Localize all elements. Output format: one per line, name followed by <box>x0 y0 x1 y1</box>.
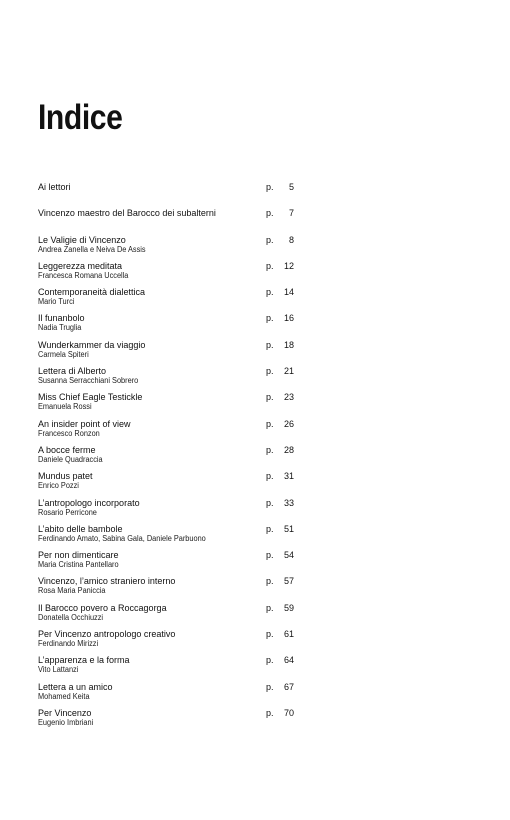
page-number: 70 <box>283 707 294 718</box>
toc-entry <box>38 629 298 655</box>
entry-author: Daniele Quadraccia <box>38 454 103 464</box>
entry-author: Enrico Pozzi <box>38 481 79 491</box>
entry-title: L’apparenza e la forma <box>38 655 130 666</box>
toc-entry <box>38 655 298 681</box>
page-number: 12 <box>283 260 294 271</box>
entry-title: Mundus patet <box>38 471 93 482</box>
page-number: 5 <box>288 182 294 192</box>
entry-title: Vincenzo maestro del Barocco dei subalterni <box>38 208 216 219</box>
page-number: 64 <box>283 655 294 666</box>
page-number: 23 <box>283 392 294 403</box>
entry-author: Rosa Maria Paniccia <box>38 586 106 596</box>
page-number: 31 <box>283 471 294 482</box>
toc-entry <box>38 208 298 234</box>
entry-title: Vincenzo, l’amico straniero interno <box>38 576 176 587</box>
toc-entry <box>38 182 298 208</box>
entry-title: Per Vincenzo antropologo creativo <box>38 629 176 640</box>
page-prefix: p. <box>266 471 274 482</box>
page-prefix: p. <box>266 392 274 403</box>
page-number: 8 <box>288 234 294 245</box>
page-number: 54 <box>283 550 294 561</box>
page-number: 51 <box>283 523 294 534</box>
page-prefix: p. <box>266 576 274 587</box>
entry-author: Ferdinando Mirizzi <box>38 639 99 649</box>
entry-title: L’abito delle bambole <box>38 523 123 534</box>
entry-author: Susanna Serracchiani Sobrero <box>38 376 139 386</box>
page-number: 57 <box>283 576 294 587</box>
page-prefix: p. <box>266 313 274 324</box>
table-of-contents <box>38 182 298 734</box>
entry-author: Mohamed Keita <box>38 691 90 701</box>
entry-author: Mario Turci <box>38 297 75 307</box>
entry-author: Francesco Ronzon <box>38 428 100 438</box>
entry-title: Il funanbolo <box>38 313 85 324</box>
entry-author: Andrea Zanella e Neiva De Assis <box>38 244 146 254</box>
page-prefix: p. <box>266 655 274 666</box>
page-prefix: p. <box>266 339 274 350</box>
page-prefix: p. <box>266 681 274 692</box>
page-number: 18 <box>283 339 294 350</box>
toc-entry <box>38 603 298 629</box>
entry-title: Ai lettori <box>38 182 71 192</box>
page-number: 33 <box>283 497 294 508</box>
page-number: 61 <box>283 629 294 640</box>
entry-author: Rosario Perricone <box>38 507 97 517</box>
toc-entry <box>38 576 298 602</box>
toc-entry <box>38 313 298 339</box>
page-number: 14 <box>283 287 294 298</box>
toc-entry <box>38 471 298 497</box>
page-prefix: p. <box>266 497 274 508</box>
page-prefix: p. <box>266 550 274 561</box>
entry-author: Donatella Occhiuzzi <box>38 612 104 622</box>
entry-title: Leggerezza meditata <box>38 260 123 271</box>
page-prefix: p. <box>266 260 274 271</box>
page-prefix: p. <box>266 287 274 298</box>
entry-title: Per non dimenticare <box>38 550 119 561</box>
entry-author: Maria Cristina Pantellaro <box>38 560 119 570</box>
toc-entry <box>38 261 298 287</box>
page-number: 21 <box>283 366 294 377</box>
entry-author: Ferdinando Amato, Sabina Gala, Daniele Parbuono <box>38 533 206 543</box>
toc-entry <box>38 524 298 550</box>
entry-title: Per Vincenzo <box>38 707 92 718</box>
entry-title: A bocce ferme <box>38 444 96 455</box>
entry-title: L’antropologo incorporato <box>38 497 140 508</box>
toc-entry <box>38 366 298 392</box>
toc-entry <box>38 708 298 734</box>
toc-entry <box>38 498 298 524</box>
page-prefix: p. <box>266 523 274 534</box>
entry-author: Nadia Truglia <box>38 323 82 333</box>
toc-entry <box>38 235 298 261</box>
page-title: Indice <box>38 98 123 137</box>
toc-entry <box>38 287 298 313</box>
entry-title: Wunderkammer da viaggio <box>38 339 146 350</box>
page-number: 59 <box>283 602 294 613</box>
entry-author: Eugenio Imbriani <box>38 717 94 727</box>
entry-title: Miss Chief Eagle Testickle <box>38 392 143 403</box>
page-number: 28 <box>283 444 294 455</box>
page-prefix: p. <box>266 182 274 192</box>
toc-entry <box>38 419 298 445</box>
toc-entry <box>38 550 298 576</box>
toc-entry <box>38 682 298 708</box>
entry-title: Lettera di Alberto <box>38 366 107 377</box>
entry-title: Contemporaneità dialettica <box>38 287 146 298</box>
page-prefix: p. <box>266 208 274 219</box>
entry-author: Vito Lattanzi <box>38 665 79 675</box>
entry-title: Il Barocco povero a Roccagorga <box>38 602 167 613</box>
page-prefix: p. <box>266 629 274 640</box>
toc-entry <box>38 340 298 366</box>
page-prefix: p. <box>266 602 274 613</box>
entry-author: Emanuela Rossi <box>38 402 92 412</box>
entry-author: Carmela Spiteri <box>38 349 89 359</box>
page-prefix: p. <box>266 418 274 429</box>
page-prefix: p. <box>266 707 274 718</box>
page-prefix: p. <box>266 444 274 455</box>
entry-title: Lettera a un amico <box>38 681 113 692</box>
toc-entry <box>38 392 298 418</box>
entry-author: Francesca Romana Uccella <box>38 270 129 280</box>
page-prefix: p. <box>266 366 274 377</box>
page-number: 7 <box>288 208 294 219</box>
entry-title: An insider point of view <box>38 418 131 429</box>
toc-entry <box>38 445 298 471</box>
entry-title: Le Valigie di Vincenzo <box>38 234 126 245</box>
page-number: 26 <box>283 418 294 429</box>
page-number: 67 <box>283 681 294 692</box>
page-number: 16 <box>283 313 294 324</box>
page-prefix: p. <box>266 234 274 245</box>
